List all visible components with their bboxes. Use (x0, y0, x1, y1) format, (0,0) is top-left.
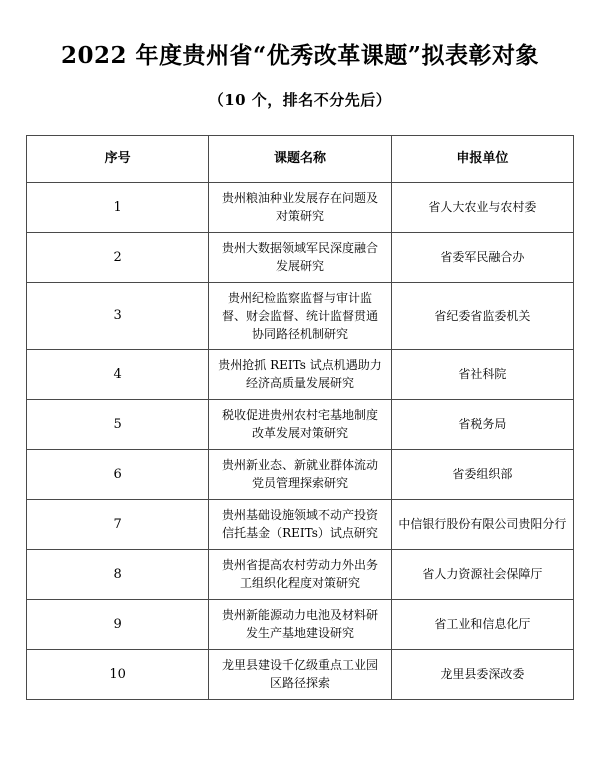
document-page (0, 42, 600, 781)
table-row (27, 449, 574, 499)
row-title: 贵州抢抓 REITs 试点机遇助力经济高质量发展研究 (209, 349, 391, 399)
row-title: 贵州粮油种业发展存在问题及对策研究 (209, 182, 391, 232)
row-title: 龙里县建设千亿级重点工业园区路径探索 (209, 649, 391, 699)
row-unit: 省税务局 (391, 399, 573, 449)
table-header (27, 135, 574, 182)
row-index: 1 (27, 182, 209, 232)
page-subtitle: （10 个，排名不分先后） (208, 90, 392, 109)
table-row (27, 232, 574, 282)
page-title: 2022 年度贵州省“优秀改革课题”拟表彰对象 (61, 42, 539, 69)
row-title: 贵州纪检监察监督与审计监督、财会监督、统计监督贯通协同路径机制研究 (209, 282, 391, 349)
column-header-unit: 申报单位 (391, 135, 573, 182)
row-index: 5 (27, 399, 209, 449)
row-unit: 省委组织部 (391, 449, 573, 499)
row-index: 4 (27, 349, 209, 399)
row-title: 贵州基础设施领域不动产投资信托基金（REITs）试点研究 (209, 499, 391, 549)
row-unit: 省社科院 (391, 349, 573, 399)
table-body (27, 182, 574, 699)
row-unit: 龙里县委深改委 (391, 649, 573, 699)
row-unit: 省人大农业与农村委 (391, 182, 573, 232)
row-title: 贵州省提高农村劳动力外出务工组织化程度对策研究 (209, 549, 391, 599)
row-index: 8 (27, 549, 209, 599)
row-unit: 省工业和信息化厅 (391, 599, 573, 649)
row-index: 6 (27, 449, 209, 499)
row-index: 7 (27, 499, 209, 549)
row-unit: 省人力资源社会保障厅 (391, 549, 573, 599)
column-header-title: 课题名称 (209, 135, 391, 182)
award-table (26, 135, 574, 700)
row-index: 3 (27, 282, 209, 349)
row-unit: 省委军民融合办 (391, 232, 573, 282)
table-row (27, 599, 574, 649)
column-header-index: 序号 (27, 135, 209, 182)
row-title: 贵州新业态、新就业群体流动党员管理探索研究 (209, 449, 391, 499)
table-row (27, 399, 574, 449)
row-title: 贵州大数据领域军民深度融合发展研究 (209, 232, 391, 282)
row-unit: 中信银行股份有限公司贵阳分行 (391, 499, 573, 549)
row-title: 贵州新能源动力电池及材料研发生产基地建设研究 (209, 599, 391, 649)
table-header-row (27, 135, 574, 182)
table-row (27, 349, 574, 399)
table-row (27, 282, 574, 349)
row-title: 税收促进贵州农村宅基地制度改革发展对策研究 (209, 399, 391, 449)
table-row (27, 182, 574, 232)
row-index: 9 (27, 599, 209, 649)
row-index: 2 (27, 232, 209, 282)
table-row (27, 499, 574, 549)
table-row (27, 649, 574, 699)
table-row (27, 549, 574, 599)
row-unit: 省纪委省监委机关 (391, 282, 573, 349)
row-index: 10 (27, 649, 209, 699)
